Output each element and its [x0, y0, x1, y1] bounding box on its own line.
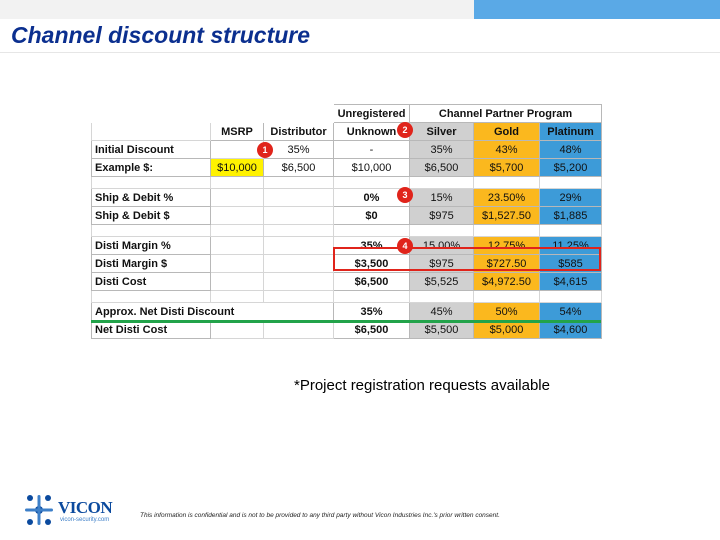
cell-unknown: -: [334, 141, 410, 159]
cell-silver: $5,525: [410, 273, 474, 291]
top-bar-grey: [0, 0, 474, 19]
cell-silver: $975: [410, 255, 474, 273]
cell-gold: $727.50: [474, 255, 540, 273]
cell-gold: $5,000: [474, 321, 540, 339]
row-label: Net Disti Cost: [92, 321, 211, 339]
cell-platinum: $4,615: [540, 273, 602, 291]
cell-gold: $1,527.50: [474, 207, 540, 225]
cell-distributor: $6,500: [264, 159, 334, 177]
cell-unknown: 35%: [334, 303, 410, 321]
spacer-row: [92, 291, 602, 303]
row-label: Ship & Debit %: [92, 189, 211, 207]
callout-marker-1: 1: [257, 142, 273, 158]
cell-platinum: $585: [540, 255, 602, 273]
cell-unknown: $6,500: [334, 321, 410, 339]
registration-note: *Project registration requests available: [294, 377, 550, 394]
row-ship-debit-pct: [92, 189, 602, 207]
net-discount-divider: [91, 320, 601, 323]
cell-gold: 12.75%: [474, 237, 540, 255]
row-initial-discount: [92, 141, 602, 159]
col-distributor: Distributor: [264, 123, 334, 141]
row-ship-debit-usd: [92, 207, 602, 225]
cell-platinum: 48%: [540, 141, 602, 159]
cell-gold: $4,972.50: [474, 273, 540, 291]
group-header-row: [92, 105, 602, 123]
cell-gold: 50%: [474, 303, 540, 321]
cell-platinum: $5,200: [540, 159, 602, 177]
cell-unknown: $6,500: [334, 273, 410, 291]
cell-unknown: $0: [334, 207, 410, 225]
group-header-unregistered: Unregistered: [334, 105, 410, 123]
col-platinum: Platinum: [540, 123, 602, 141]
slide-title: Channel discount structure: [11, 22, 311, 48]
cell-silver: $5,500: [410, 321, 474, 339]
col-gold: Gold: [474, 123, 540, 141]
cell-gold: 43%: [474, 141, 540, 159]
row-disti-margin-usd: [92, 255, 602, 273]
cell-silver: 45%: [410, 303, 474, 321]
row-net-disti-cost: [92, 321, 602, 339]
column-header-row: [92, 123, 602, 141]
row-label: Approx. Net Disti Discount: [92, 303, 334, 321]
cell-msrp: $10,000: [211, 159, 264, 177]
row-disti-cost: [92, 273, 602, 291]
row-disti-margin-pct: [92, 237, 602, 255]
cell-silver: 15%: [410, 189, 474, 207]
cell-silver: 35%: [410, 141, 474, 159]
cell-gold: $5,700: [474, 159, 540, 177]
row-label: Disti Margin %: [92, 237, 211, 255]
row-label: Initial Discount: [92, 141, 211, 159]
spacer-row: [92, 177, 602, 189]
group-header-channel: Channel Partner Program: [410, 105, 602, 123]
row-label: Example $:: [92, 159, 211, 177]
cell-distributor: 35%: [264, 141, 334, 159]
callout-marker-4: 4: [397, 238, 413, 254]
cell-silver: $975: [410, 207, 474, 225]
callout-marker-2: 2: [397, 122, 413, 138]
logo-tagline: vicon-security.com: [60, 517, 110, 523]
col-silver: Silver: [410, 123, 474, 141]
cell-silver: $6,500: [410, 159, 474, 177]
title-divider: [0, 52, 720, 53]
row-label: Ship & Debit $: [92, 207, 211, 225]
col-unknown: Unknown: [334, 123, 410, 141]
spacer-row: [92, 225, 602, 237]
cell-platinum: $4,600: [540, 321, 602, 339]
cell-unknown: 0%: [334, 189, 410, 207]
cell-gold: 23.50%: [474, 189, 540, 207]
cell-unknown: $3,500: [334, 255, 410, 273]
cell-platinum: 54%: [540, 303, 602, 321]
callout-marker-3: 3: [397, 187, 413, 203]
logo-wordmark: VICON: [58, 498, 113, 517]
row-label: Disti Cost: [92, 273, 211, 291]
cell-platinum: 11.25%: [540, 237, 602, 255]
col-msrp: MSRP: [211, 123, 264, 141]
top-bar-blue: [474, 0, 720, 19]
cell-unknown: 35%: [334, 237, 410, 255]
cell-platinum: 29%: [540, 189, 602, 207]
cell-platinum: $1,885: [540, 207, 602, 225]
confidentiality-footer: This information is confidential and is not to be provided to any third party without Vicon Industries Inc.'s prior written consent.: [140, 512, 500, 519]
cell-unknown: $10,000: [334, 159, 410, 177]
discount-table: [91, 104, 601, 360]
cell-silver: 15.00%: [410, 237, 474, 255]
row-label: Disti Margin $: [92, 255, 211, 273]
row-example: [92, 159, 602, 177]
row-approx-net-discount: [92, 303, 602, 321]
